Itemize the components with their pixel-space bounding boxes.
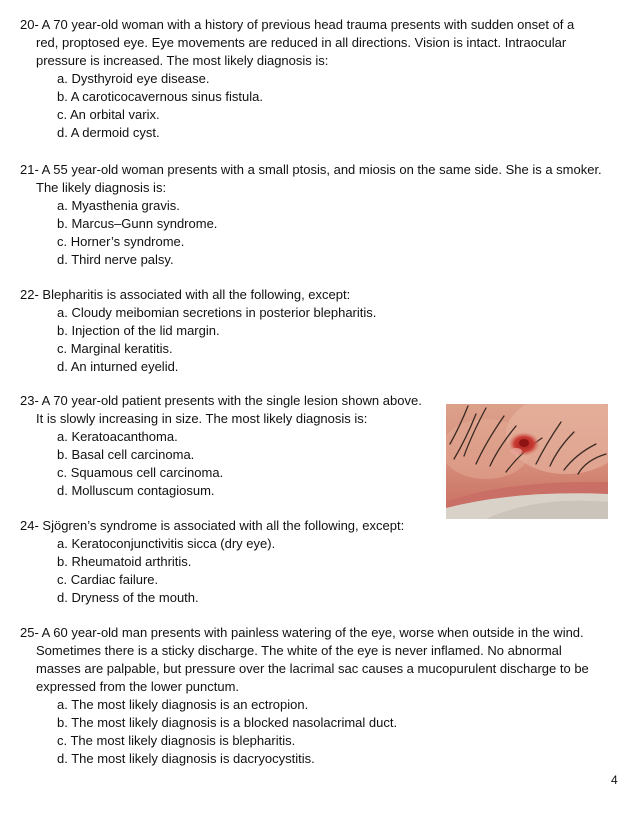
option-a: a. Myasthenia gravis. bbox=[57, 198, 180, 213]
option-c: c. Marginal keratitis. bbox=[57, 341, 173, 356]
option-c: c. The most likely diagnosis is blepharitis. bbox=[57, 733, 296, 748]
question-23 bbox=[20, 392, 440, 500]
option-b: b. Basal cell carcinoma. bbox=[57, 447, 195, 462]
stem-line: red, proptosed eye. Eye movements are reduced in all directions. Vision is intact. Intraocular bbox=[36, 35, 567, 50]
eyelid-lesion-photo bbox=[446, 404, 608, 519]
answer-options bbox=[20, 70, 620, 142]
option-c: c. Cardiac failure. bbox=[57, 572, 159, 587]
option-d: d. Third nerve palsy. bbox=[57, 252, 174, 267]
option-c: c. Squamous cell carcinoma. bbox=[57, 465, 224, 480]
stem-line: 21- A 55 year-old woman presents with a small ptosis, and miosis on the same side. She is a smoker. bbox=[20, 162, 602, 177]
question-stem bbox=[20, 392, 440, 428]
stem-line: 25- A 60 year-old man presents with painless watering of the eye, worse when outside in the wind. bbox=[20, 625, 584, 640]
stem-line: 22- Blepharitis is associated with all the following, except: bbox=[20, 287, 351, 302]
option-d: d. Molluscum contagiosum. bbox=[57, 483, 215, 498]
option-d: d. An inturned eyelid. bbox=[57, 359, 179, 374]
answer-options bbox=[20, 304, 620, 376]
stem-line: Sometimes there is a sticky discharge. The white of the eye is never inflamed. No abnormal bbox=[36, 643, 562, 658]
option-b: b. Injection of the lid margin. bbox=[57, 323, 220, 338]
option-a: a. The most likely diagnosis is an ectropion. bbox=[57, 697, 309, 712]
stem-line: The likely diagnosis is: bbox=[36, 180, 167, 195]
option-b: b. Marcus–Gunn syndrome. bbox=[57, 216, 218, 231]
question-stem bbox=[20, 16, 620, 70]
page-number: 4 bbox=[611, 773, 618, 787]
option-d: d. Dryness of the mouth. bbox=[57, 590, 199, 605]
stem-line: 24- Sjögren’s syndrome is associated with all the following, except: bbox=[20, 518, 405, 533]
option-c: c. An orbital varix. bbox=[57, 107, 160, 122]
question-stem bbox=[20, 286, 620, 304]
question-stem bbox=[20, 161, 620, 197]
stem-line: 23- A 70 year-old patient presents with the single lesion shown above. bbox=[20, 393, 422, 408]
stem-line: 20- A 70 year-old woman with a history of previous head trauma presents with sudden onset of a bbox=[20, 17, 575, 32]
option-c: c. Horner’s syndrome. bbox=[57, 234, 185, 249]
question-stem bbox=[20, 517, 620, 535]
option-b: b. Rheumatoid arthritis. bbox=[57, 554, 192, 569]
option-d: d. The most likely diagnosis is dacryocystitis. bbox=[57, 751, 315, 766]
option-a: a. Cloudy meibomian secretions in posterior blepharitis. bbox=[57, 305, 377, 320]
stem-line: It is slowly increasing in size. The most likely diagnosis is: bbox=[36, 411, 368, 426]
option-b: b. A caroticocavernous sinus fistula. bbox=[57, 89, 263, 104]
question-stem bbox=[20, 624, 620, 696]
question-21 bbox=[20, 161, 620, 269]
answer-options bbox=[20, 197, 620, 269]
stem-line: masses are palpable, but pressure over the lacrimal sac causes a mucopurulent discharge to be bbox=[36, 661, 589, 676]
answer-options bbox=[20, 535, 620, 607]
option-a: a. Keratoconjunctivitis sicca (dry eye). bbox=[57, 536, 276, 551]
question-25 bbox=[20, 624, 620, 768]
option-d: d. A dermoid cyst. bbox=[57, 125, 160, 140]
answer-options bbox=[20, 428, 440, 500]
stem-line: pressure is increased. The most likely diagnosis is: bbox=[36, 53, 329, 68]
option-b: b. The most likely diagnosis is a blocked nasolacrimal duct. bbox=[57, 715, 398, 730]
eyelid-lesion-image bbox=[446, 404, 608, 519]
question-24 bbox=[20, 517, 620, 607]
question-22 bbox=[20, 286, 620, 376]
question-20 bbox=[20, 16, 620, 142]
answer-options bbox=[20, 696, 620, 768]
option-a: a. Keratoacanthoma. bbox=[57, 429, 178, 444]
stem-line: expressed from the lower punctum. bbox=[36, 679, 240, 694]
option-a: a. Dysthyroid eye disease. bbox=[57, 71, 210, 86]
